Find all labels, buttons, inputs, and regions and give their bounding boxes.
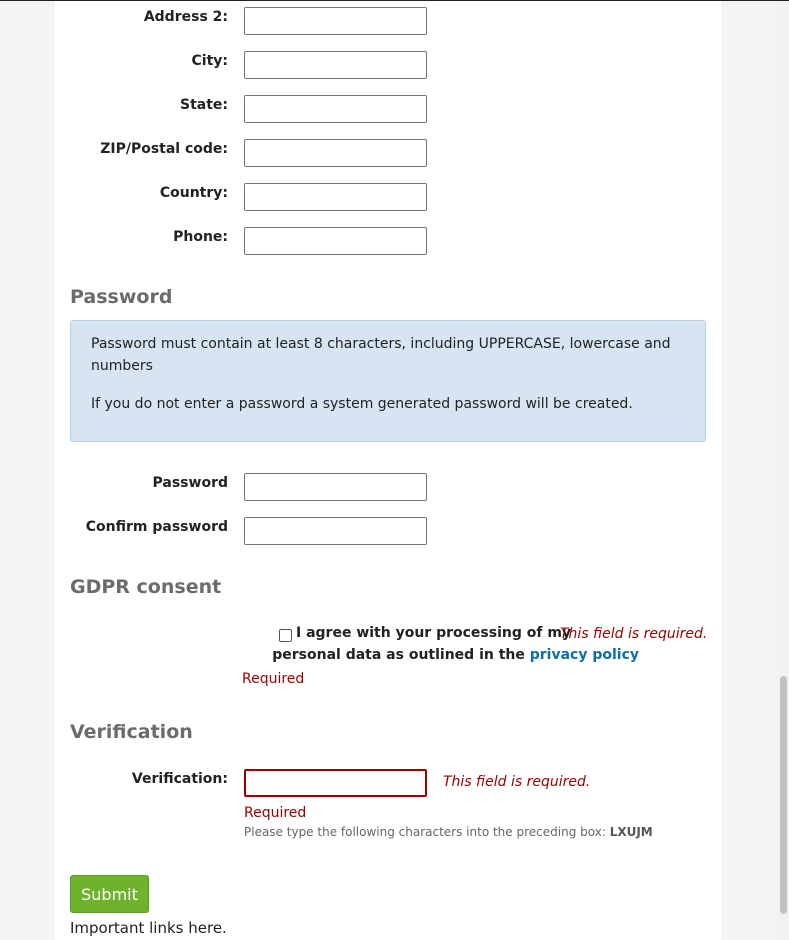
gdpr-agree-text-2: personal data as outlined in the <box>272 647 525 663</box>
footer-links-text: Important links here. <box>70 919 227 937</box>
zip-input[interactable] <box>244 139 427 167</box>
verification-input[interactable] <box>244 769 427 797</box>
city-label: City: <box>191 53 228 69</box>
country-label: Country: <box>159 185 228 201</box>
state-row <box>55 90 721 120</box>
password-hint-box <box>70 320 706 442</box>
scrollbar-track[interactable] <box>777 1 789 940</box>
password-row <box>55 468 721 498</box>
captcha-hint <box>244 825 653 839</box>
address2-label: Address 2: <box>143 9 228 25</box>
gdpr-section-title: GDPR consent <box>70 576 222 598</box>
privacy-policy-link[interactable]: privacy policy <box>529 647 639 663</box>
confirm-password-label: Confirm password <box>85 519 228 535</box>
password-input[interactable] <box>244 473 427 501</box>
verification-required-label: Required <box>244 805 307 821</box>
password-label: Password <box>152 475 228 491</box>
captcha-hint-text: Please type the following characters into the preceding box: <box>244 825 606 839</box>
address2-row <box>55 2 721 32</box>
confirm-password-input[interactable] <box>244 517 427 545</box>
gdpr-checkbox[interactable] <box>279 629 292 642</box>
submit-button[interactable]: Submit <box>70 875 149 913</box>
city-input[interactable] <box>244 51 427 79</box>
scrollbar-thumb[interactable] <box>780 676 787 914</box>
verification-row <box>55 764 721 794</box>
password-hint-requirements: Password must contain at least 8 characters, including UPPERCASE, lowercase and numbers <box>91 336 671 374</box>
captcha-code: LXUJM <box>609 825 653 839</box>
password-hint-generated: If you do not enter a password a system generated password will be created. <box>91 396 633 412</box>
city-row <box>55 46 721 76</box>
country-input[interactable] <box>244 183 427 211</box>
verification-label: Verification: <box>131 771 228 787</box>
zip-row <box>55 134 721 164</box>
verification-error: This field is required. <box>443 774 591 790</box>
state-input[interactable] <box>244 95 427 123</box>
address2-input[interactable] <box>244 7 427 35</box>
gdpr-error: This field is required. <box>560 626 708 642</box>
main-content <box>55 1 721 940</box>
phone-input[interactable] <box>244 227 427 255</box>
gdpr-required-label: Required <box>242 671 305 687</box>
password-section-title: Password <box>70 286 173 308</box>
phone-row <box>55 222 721 252</box>
confirm-password-row <box>55 512 721 542</box>
country-row <box>55 178 721 208</box>
phone-label: Phone: <box>173 229 228 245</box>
gdpr-agree-text: I agree with your processing of my <box>296 625 572 641</box>
zip-label: ZIP/Postal code: <box>100 141 228 157</box>
state-label: State: <box>179 97 228 113</box>
gdpr-agree-text-cont <box>272 647 639 663</box>
verification-section-title: Verification <box>70 721 193 743</box>
